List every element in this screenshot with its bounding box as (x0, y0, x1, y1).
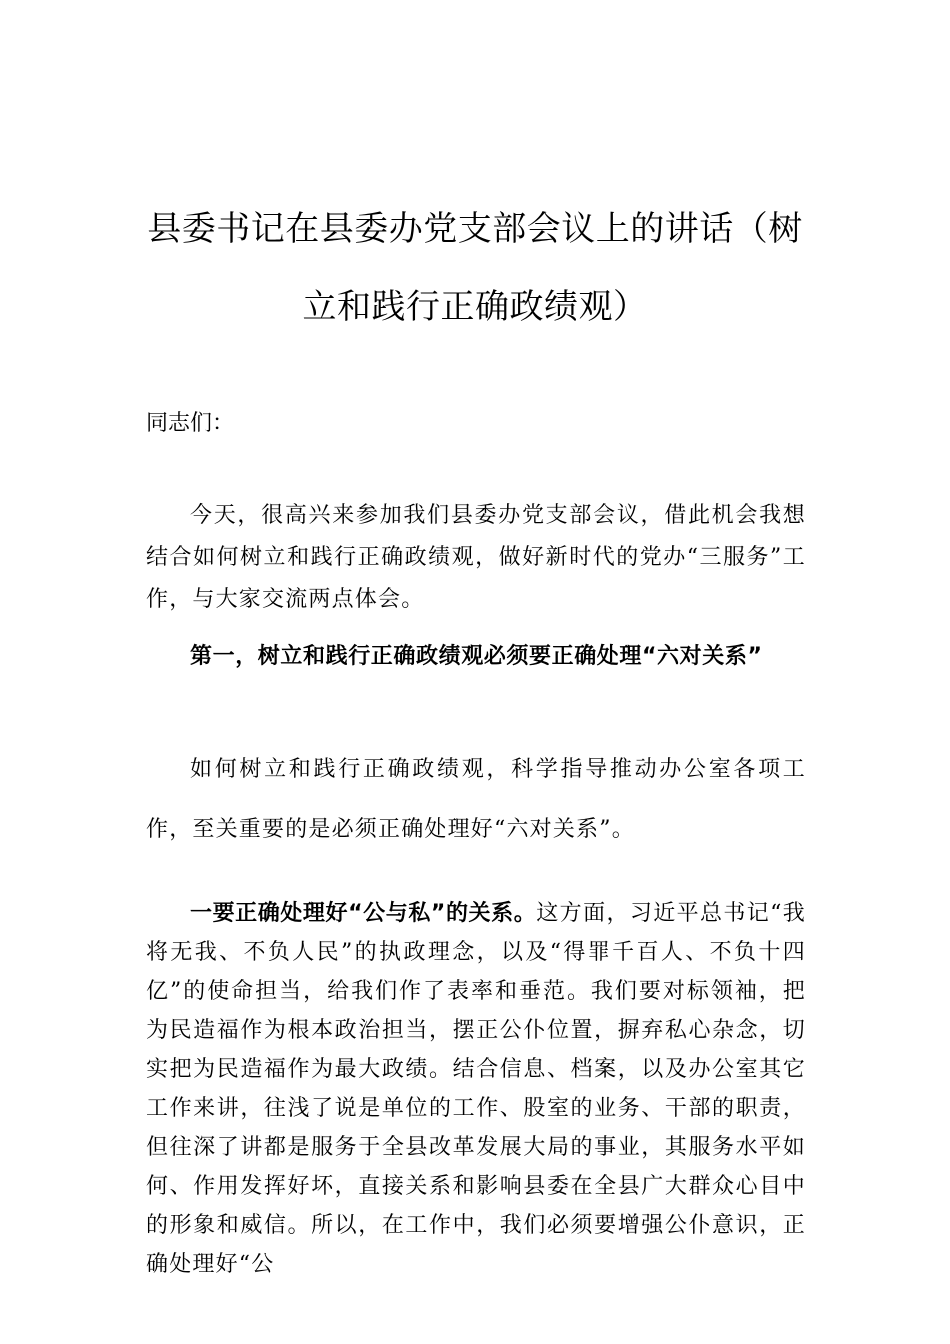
point-one-lead: 一要正确处理好“公与私”的关系。 (190, 901, 537, 926)
intro-paragraph: 今天，很高兴来参加我们县委办党支部会议，借此机会我想结合如何树立和践行正确政绩观，做好新时代的党办“三服务”工作，与大家交流两点体会。 (146, 503, 806, 612)
document-title: 县委书记在县委办党支部会议上的讲话（树立和践行正确政绩观） (147, 209, 803, 327)
point-one-paragraph (146, 894, 806, 1284)
section-one-body: 如何树立和践行正确政绩观，科学指导推动办公室各项工作，至关重要的是必须正确处理好“六对关系”。 (146, 757, 806, 842)
point-one-body: 这方面，习近平总书记“我将无我、不负人民”的执政理念，以及“得罪千百人、不负十四亿”的使命担当，给我们作了表率和垂范。我们要对标领袖，把为民造福作为根本政治担当，摆正公仆位置，摒弃私心杂念，切实把为民造福作为最大政绩。结合信息、档案，以及办公室其它工作来讲，往浅了说是单位的工作、股室的业务、干部的职责，但往深了讲都是服务于全县改革发展大局的事业，其服务水平如何、作用发挥好坏，直接关系和影响县委在全县广大群众心目中的形象和威信。所以，在工作中，我们必须要增强公仆意识，正确处理好“公 (146, 901, 806, 1277)
section-one-heading: 第一，树立和践行正确政绩观必须要正确处理“六对关系” (190, 644, 763, 669)
salutation: 同志们： (146, 411, 235, 436)
